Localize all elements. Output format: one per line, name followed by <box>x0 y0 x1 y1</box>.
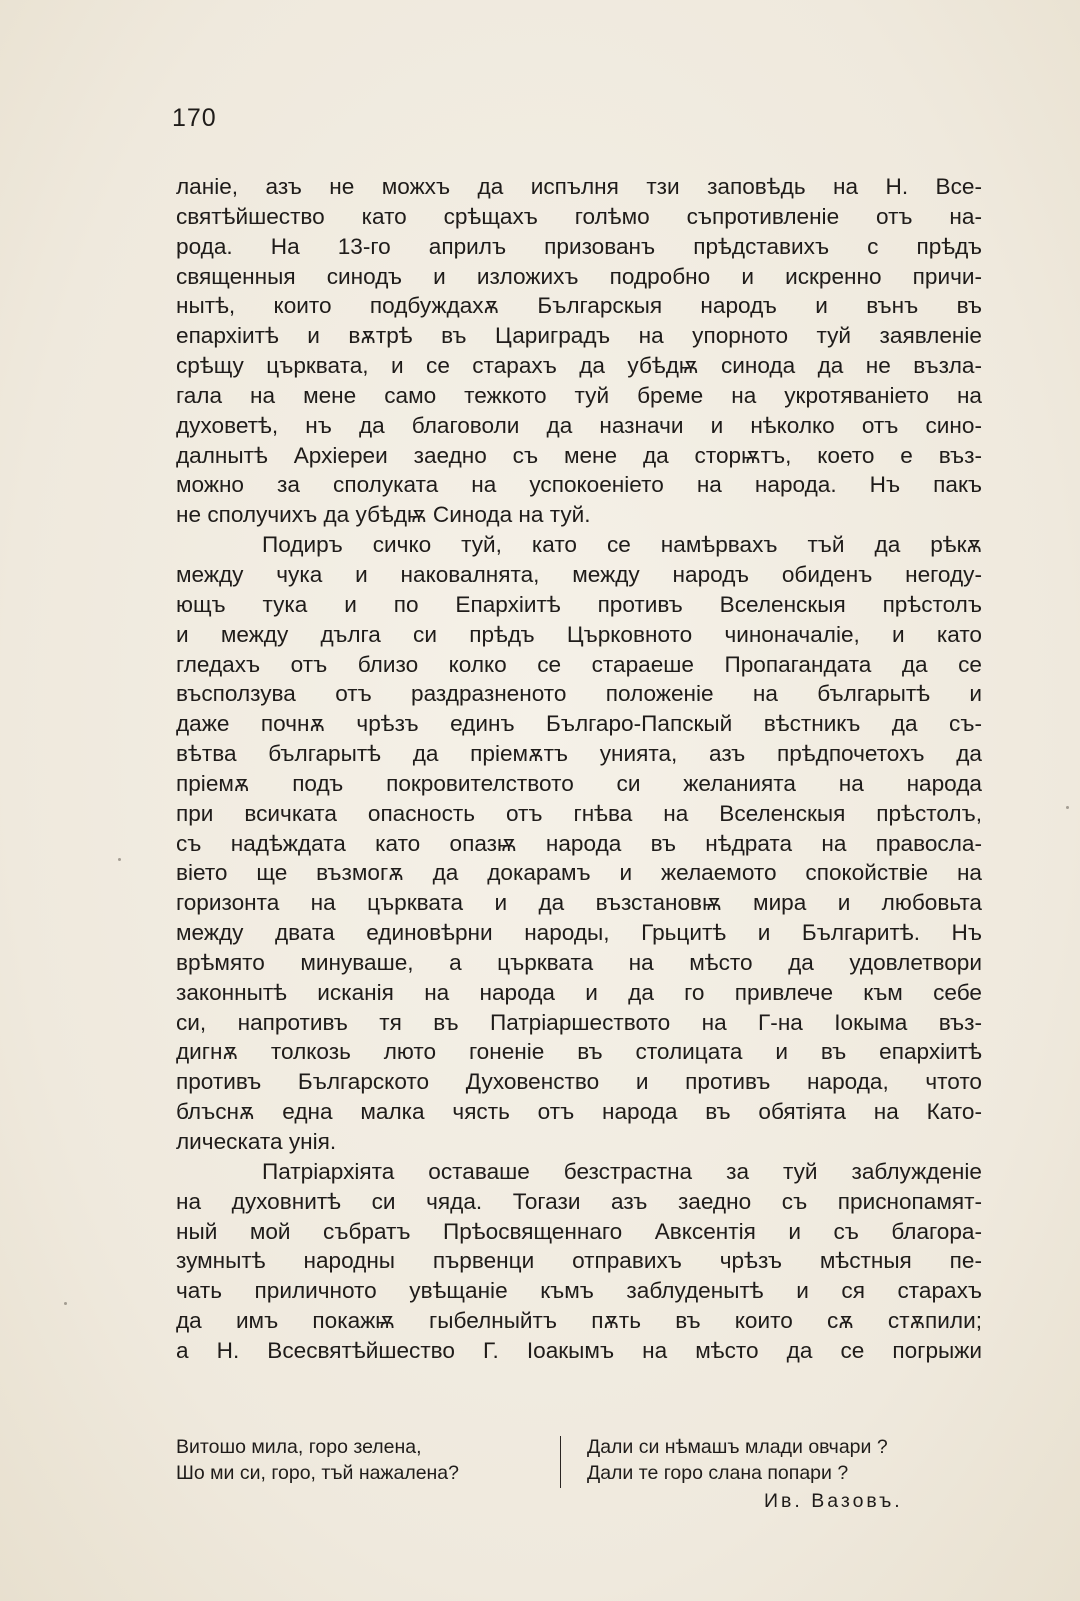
text-line: Патріархіята оставаше безстрастна за туй заблужденіе <box>262 1158 982 1184</box>
body-text <box>176 172 982 1366</box>
text-line: лическата унія. <box>176 1129 337 1154</box>
poem-line: Дали си нѣмашъ млади овчари ? <box>587 1436 888 1458</box>
text-line: гала на мене само тежкото туй бреме на укротяваніето на <box>176 382 982 408</box>
text-line: гледахъ отъ близо колко се стараеше Пропагандата да се <box>176 651 982 677</box>
text-line: рода. На 13-го априлъ призованъ прѣдставихъ с прѣдъ <box>176 233 982 259</box>
page-number: 170 <box>172 104 217 132</box>
paper-speck <box>64 1302 67 1305</box>
text-line: при всичката опасность отъ гнѣва на Вселенскыя прѣстолъ, <box>176 800 982 826</box>
paper-speck <box>1066 806 1069 809</box>
poem-line: Дали те горо слана попари ? <box>587 1462 849 1484</box>
text-line: да имъ покажѭ гыбелныйтъ пѫть въ които сѫ стѫпили; <box>176 1308 982 1334</box>
text-line: между чука и наковалнята, между народъ обиденъ негоду- <box>176 561 982 587</box>
text-line: горизонта на църквата и да възстановѭ мира и любовьта <box>176 890 982 916</box>
text-line: віето ще възмогѫ да докарамъ и желаемото спокойствіе на <box>176 860 982 886</box>
text-line: на духовнитѣ си чяда. Тогази азъ заедно съ приснопамят- <box>176 1188 982 1214</box>
text-line: Подиръ сичко туй, като се намѣрвахъ тъй да рѣкѫ <box>262 532 982 558</box>
text-line: съ надѣждата като опазѭ народа въ нѣдрата на правосла- <box>176 830 982 856</box>
text-line: вѣтва българытѣ да пріемѫтъ унията, азъ прѣдпочетохъ да <box>176 741 982 767</box>
text-line: духоветѣ, нъ да благоволи да назначи и нѣколко отъ сино- <box>176 412 982 438</box>
paper-speck <box>118 858 121 861</box>
text-line: далнытѣ Архіереи заедно съ мене да сторѭтъ, което е въз- <box>176 442 982 468</box>
text-line: даже почнѫ чрѣзъ единъ Българо-Папскый вѣстникъ да съ- <box>176 711 982 737</box>
poem-right-column <box>587 1434 888 1486</box>
text-line: можно за сполуката на успокоеніето на народа. Нъ пакъ <box>176 472 982 498</box>
poem-divider <box>560 1436 561 1488</box>
text-line: священныя синодъ и изложихъ подробно и искренно причи- <box>176 263 982 289</box>
text-line: епархіитѣ и вѫтрѣ въ Цариградъ на упорното туй заявленіе <box>176 323 982 349</box>
text-line: зумнытѣ народны първенци отправихъ чрѣзъ мѣстныя пе- <box>176 1248 982 1274</box>
text-line: пріемѫ подъ покровителството си желанията на народа <box>176 770 982 796</box>
text-line: дигнѫ толкозь люто гоненіе въ столицата и въ епархіитѣ <box>176 1039 982 1065</box>
text-line: между двата единовѣрни народы, Грьцитѣ и Българитѣ. Нъ <box>176 920 982 946</box>
text-line: ланіе, азъ не можхъ да испълня тзи заповѣдь на Н. Все- <box>176 174 982 199</box>
text-line: ющъ тука и по Епархіитѣ противъ Вселенскыя прѣстолъ <box>176 591 982 617</box>
text-line: врѣмято минуваше, а църквата на мѣсто да удовлетвори <box>176 949 982 975</box>
poem-line: Витошо мила, горо зелена, <box>176 1436 422 1458</box>
text-line: срѣщу църквата, и се старахъ да убѣдѭ синода да не възла- <box>176 353 982 379</box>
text-line: а Н. Всесвятѣйшество Г. Іоакымъ на мѣсто да се погрыжи <box>176 1337 982 1363</box>
poem-line: Шо ми си, горо, тъй нажалена? <box>176 1462 459 1484</box>
text-line: блъснѫ една малка чясть отъ народа въ обятіята на Като- <box>176 1099 982 1125</box>
poem-author: Ив. Вазовъ. <box>764 1490 903 1512</box>
poem-left-column <box>176 1434 459 1486</box>
text-line: законнытѣ исканія на народа и да го привлече към себе <box>176 979 982 1005</box>
text-line: ный мой събратъ Прѣосвященнаго Авксентія и съ благора- <box>176 1218 982 1244</box>
text-line: и между дълга си прѣдъ Църковното чиноначаліе, и като <box>176 621 982 647</box>
text-line: святѣйшество като срѣщахъ голѣмо съпротивленіе отъ на- <box>176 203 982 229</box>
text-line: въсползува отъ раздразненото положеніе на българытѣ и <box>176 681 982 707</box>
text-line: нытѣ, които подбуждахѫ Българскыя народъ и вънъ въ <box>176 293 982 319</box>
text-line: си, напротивъ тя въ Патріаршеството на Г-на Іокыма въз- <box>176 1009 982 1035</box>
text-line: противъ Българското Духовенство и противъ народа, чтото <box>176 1069 982 1095</box>
text-line: чать приличното увѣщаніе къмъ заблуденытѣ и ся старахъ <box>176 1278 982 1304</box>
text-line: не сполучихъ да убѣдѭ Синода на туй. <box>176 502 591 528</box>
